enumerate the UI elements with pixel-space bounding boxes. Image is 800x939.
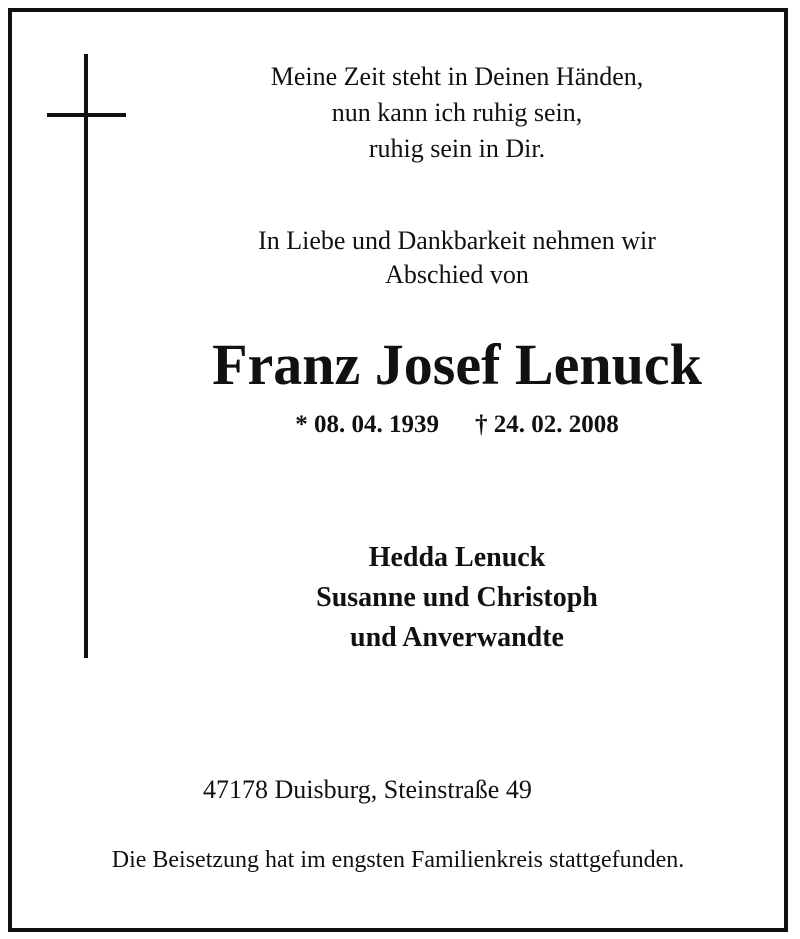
life-dates <box>142 408 772 442</box>
obituary-notice <box>8 8 788 932</box>
verse-line: ruhig sein in Dir. <box>368 134 546 163</box>
verse <box>142 59 772 167</box>
verse-line: Meine Zeit steht in Deinen Händen, <box>270 62 644 91</box>
farewell-line: Abschied von <box>385 260 529 289</box>
mourner-line: Hedda Lenuck <box>368 542 546 573</box>
farewell-line: In Liebe und Dankbarkeit nehmen wir <box>258 226 656 255</box>
farewell-text <box>142 224 772 292</box>
deceased-name: Franz Josef Lenuck <box>212 332 702 397</box>
address: 47178 Duisburg, Steinstraße 49 <box>203 775 532 804</box>
mourner-line: Susanne und Christoph <box>316 582 598 613</box>
burial-note: Die Beisetzung hat im engsten Familienkreis stattgefunden. <box>111 847 685 873</box>
verse-line: nun kann ich ruhig sein, <box>331 98 583 127</box>
cross-vertical-bar <box>84 54 88 658</box>
death-date: † 24. 02. 2008 <box>475 411 619 438</box>
cross-horizontal-bar <box>47 113 126 117</box>
mourners <box>142 538 772 658</box>
mourner-line: und Anverwandte <box>350 622 564 653</box>
birth-date: * 08. 04. 1939 <box>295 411 439 438</box>
